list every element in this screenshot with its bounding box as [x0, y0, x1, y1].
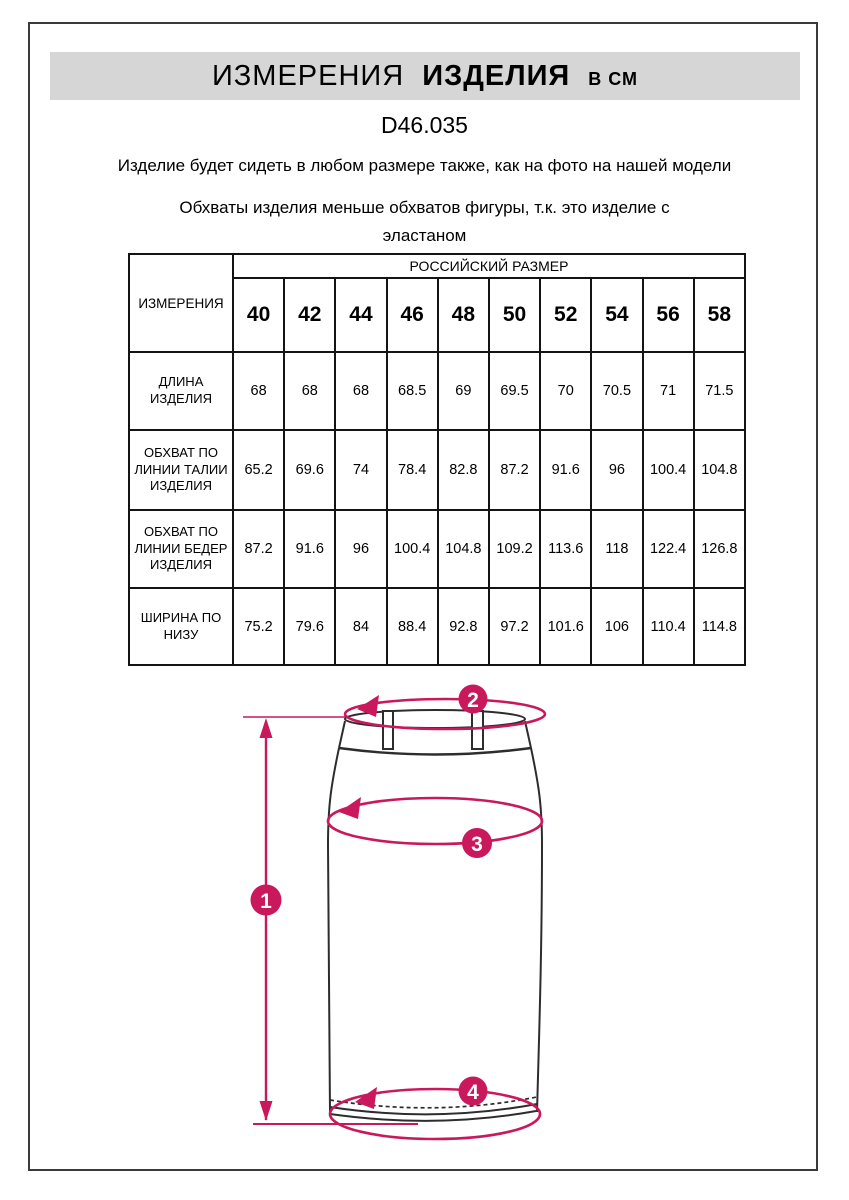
hem-edge-top [330, 1104, 537, 1114]
diagram-marker-3: 3 [471, 833, 483, 856]
hip-arrow-icon [339, 797, 361, 819]
skirt-side-right [531, 748, 542, 1112]
value-cell: 104.8 [438, 510, 489, 588]
diagram-marker-2: 2 [467, 689, 479, 712]
size-header-54: 54 [591, 278, 642, 352]
value-cell: 69.6 [284, 430, 335, 510]
value-cell: 68 [233, 352, 284, 430]
value-cell: 104.8 [694, 430, 745, 510]
title-product: ИЗДЕЛИЯ [422, 59, 571, 92]
value-cell: 70.5 [591, 352, 642, 430]
legend-marker-3: 3 [78, 529, 93, 557]
table-corner-header: ИЗМЕРЕНИЯ [129, 254, 233, 352]
value-cell: 96 [591, 430, 642, 510]
legend-marker-1: 1 [78, 372, 93, 400]
diagram-marker-4: 4 [467, 1081, 479, 1104]
waistband-bottom [339, 748, 531, 755]
measurement-label: ОБХВАТ ПО ЛИНИИ ТАЛИИ ИЗДЕЛИЯ [129, 430, 233, 510]
value-cell: 74 [335, 430, 386, 510]
measurement-label: ШИРИНА ПО НИЗУ [129, 588, 233, 665]
value-cell: 70 [540, 352, 591, 430]
value-cell: 100.4 [643, 430, 694, 510]
belt-loop-left [383, 711, 393, 749]
value-cell: 75.2 [233, 588, 284, 665]
value-cell: 126.8 [694, 510, 745, 588]
size-header-58: 58 [694, 278, 745, 352]
value-cell: 118 [591, 510, 642, 588]
value-cell: 106 [591, 588, 642, 665]
measurements-table [128, 253, 746, 666]
title-band [50, 52, 800, 100]
note-elastane: Обхваты изделия меньше обхватов фигуры, т.к. это изделие с эластаном [179, 198, 670, 246]
value-cell: 110.4 [643, 588, 694, 665]
value-cell: 71 [643, 352, 694, 430]
product-code: D46.035 [381, 112, 468, 138]
skirt-outline [328, 710, 542, 1121]
measurement-label: ОБХВАТ ПО ЛИНИИ БЕДЕР ИЗДЕЛИЯ [129, 510, 233, 588]
size-header-40: 40 [233, 278, 284, 352]
title-units: В СМ [588, 68, 639, 89]
value-cell: 109.2 [489, 510, 540, 588]
arrow-down-icon [260, 1101, 273, 1121]
waistband-left-edge [339, 721, 345, 748]
value-cell: 87.2 [233, 510, 284, 588]
value-cell: 97.2 [489, 588, 540, 665]
value-cell: 69.5 [489, 352, 540, 430]
value-cell: 122.4 [643, 510, 694, 588]
diagram-markers [251, 685, 493, 1106]
diagram-marker-1: 1 [260, 890, 272, 913]
value-cell: 82.8 [438, 430, 489, 510]
size-header-42: 42 [284, 278, 335, 352]
value-cell: 71.5 [694, 352, 745, 430]
table-row [129, 588, 745, 665]
value-cell: 91.6 [284, 510, 335, 588]
note-fit: Изделие будет сидеть в любом размере также, как на фото на нашей модели [117, 156, 732, 175]
measurement-label: ДЛИНА ИЗДЕЛИЯ [129, 352, 233, 430]
legend-marker-4: 4 [78, 604, 93, 632]
value-cell: 96 [335, 510, 386, 588]
value-cell: 68 [284, 352, 335, 430]
size-header-44: 44 [335, 278, 386, 352]
table-row [129, 352, 745, 430]
value-cell: 87.2 [489, 430, 540, 510]
value-cell: 79.6 [284, 588, 335, 665]
value-cell: 69 [438, 352, 489, 430]
hip-girth-ellipse [328, 798, 542, 844]
value-cell: 65.2 [233, 430, 284, 510]
dimension-annotations [243, 695, 545, 1139]
size-group-header: РОССИЙСКИЙ РАЗМЕР [233, 254, 745, 278]
waistband-right-edge [525, 721, 531, 748]
group-header-row [129, 254, 745, 278]
hem-edge-bottom [330, 1111, 536, 1121]
size-header-52: 52 [540, 278, 591, 352]
size-header-48: 48 [438, 278, 489, 352]
value-cell: 68 [335, 352, 386, 430]
size-header-46: 46 [387, 278, 438, 352]
value-cell: 113.6 [540, 510, 591, 588]
table-row [129, 430, 745, 510]
skirt-diagram [225, 678, 575, 1160]
value-cell: 100.4 [387, 510, 438, 588]
table-row [129, 510, 745, 588]
value-cell: 101.6 [540, 588, 591, 665]
value-cell: 91.6 [540, 430, 591, 510]
value-cell: 78.4 [387, 430, 438, 510]
size-header-50: 50 [489, 278, 540, 352]
value-cell: 92.8 [438, 588, 489, 665]
value-cell: 88.4 [387, 588, 438, 665]
skirt-side-left [328, 748, 339, 1114]
size-header-56: 56 [643, 278, 694, 352]
value-cell: 84 [335, 588, 386, 665]
belt-loop-right [472, 711, 483, 749]
value-cell: 114.8 [694, 588, 745, 665]
arrow-up-icon [260, 718, 273, 738]
title-measurements: ИЗМЕРЕНИЯ [211, 59, 405, 92]
legend-marker-2: 2 [78, 450, 93, 478]
value-cell: 68.5 [387, 352, 438, 430]
